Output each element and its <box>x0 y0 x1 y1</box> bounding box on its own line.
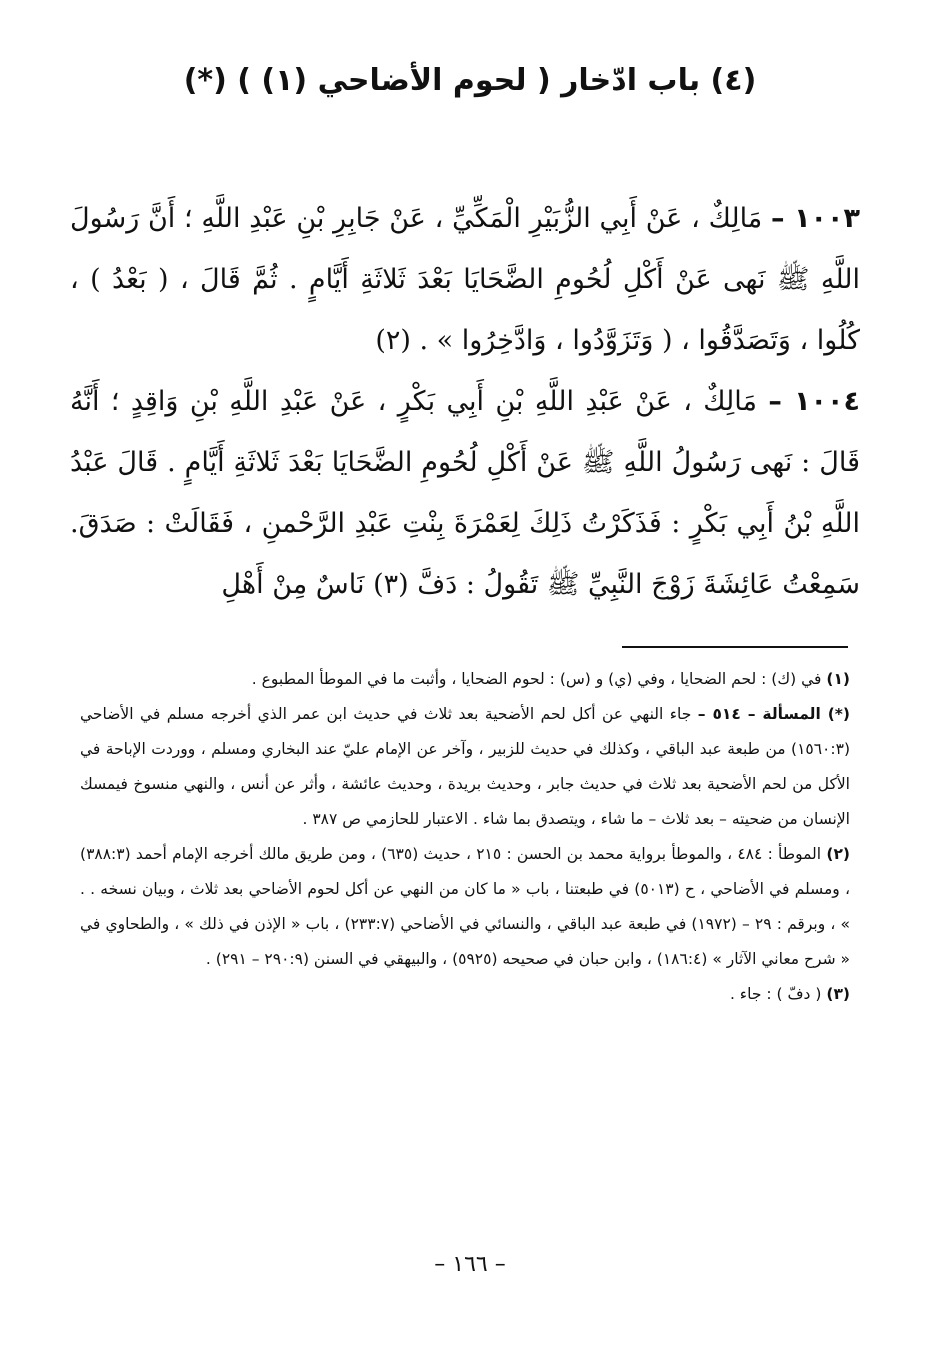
hadith-body: مَالِكٌ ، عَنْ أَبِي الزُّبَيْرِ الْمَكِّيِّ ، عَنْ جَابِرِ بْنِ عَبْدِ اللَّهِ ؛ أَنَّ رَسُولَ اللَّهِ ﷺ نَهى عَنْ أَكْلِ لُحُومِ الضَّحَايَا بَعْدَ ثَلاثَةِ أَيَّامٍ . ثُمَّ قَالَ ، ( بَعْدُ ) ، كُلُوا ، وَتَصَدَّقُوا ، ( وَتَزَوَّدُوا ، وَادَّخِرُوا » . (٢) <box>70 203 860 356</box>
footnote-label: (١) <box>826 670 850 688</box>
footnote-text: ( دفّ ) : جاء . <box>729 985 822 1003</box>
footnote-2 <box>80 837 850 977</box>
hadith-text-block <box>70 188 860 615</box>
footnote-3 <box>80 977 850 1012</box>
page-number: – ١٦٦ – <box>434 1252 506 1277</box>
footnote-label: (٣) <box>826 985 850 1003</box>
hadith-number: ١٠٠٤ – <box>768 386 860 417</box>
hadith-1004 <box>70 371 860 615</box>
hadith-number: ١٠٠٣ – <box>771 203 860 234</box>
hadith-1003 <box>70 188 860 371</box>
footnote-text: جاء النهي عن أكل لحم الأضحية بعد ثلاث في حديث ابن عمر الذي أخرجه مسلم في الأضاحي (١٥٦٠:٣) من طبعة عبد الباقي ، وكذلك في حديث للزبير ، وآخر عن الإمام عليّ عند البخاري ومسلم ، ووردت الإباحة في الأكل من لحم الأضحية بعد ثلاث في حديث جابر ، وحديث بريدة ، وحديث عائشة ، وأثر عن أنس ، والنهي منسوخ فيمسك الإنسان من ضحيته – بعد ثلاث – ما شاء ، ويتصدق بما شاء . الاعتبار للحازمي ص ٣٨٧ . <box>80 705 850 828</box>
footnote-issue <box>80 697 850 837</box>
footnote-label: (*) المسألة – ٥١٤ – <box>697 705 850 723</box>
footnote-1 <box>80 662 850 697</box>
footnotes <box>80 662 850 1012</box>
chapter-title: (٤) باب ادّخار ( لحوم الأضاحي (١) ) (*) <box>183 63 757 98</box>
footnote-separator <box>622 646 848 648</box>
footnote-text: الموطأ : ٤٨٤ ، والموطأ برواية محمد بن الحسن : ٢١٥ ، حديث (٦٣٥) ، ومن طريق مالك أخرجه الإمام أحمد (٣٨٨:٣) ، ومسلم في الأضاحي ، ح (٥٠١٣) في طبعتنا ، باب « ما كان من النهي عن أكل لحوم الأضاحي بعد ثلاث ، وبيان نسخه . . » ، وبرقم : ٢٩ – (١٩٧٢) في طبعة عبد الباقي ، والنسائي في الأضاحي (٢٣٣:٧) ، باب « الإذن في ذلك » ، والطحاوي في « شرح معاني الآثار » (١٨٦:٤) ، وابن حبان في صحيحه (٥٩٢٥) ، والبيهقي في السنن (٢٩٠:٩ – ٢٩١) . <box>80 845 850 968</box>
footnote-text: في (ك) : لحم الضحايا ، وفي (ي) و (س) : لحوم الضحايا ، وأثبت ما في الموطأ المطبوع . <box>251 670 822 688</box>
hadith-body: مَالِكٌ ، عَنْ عَبْدِ اللَّهِ بْنِ أَبِي بَكْرٍ ، عَنْ عَبْدِ اللَّهِ بْنِ وَاقِدٍ ؛ أَنَّهُ قَالَ : نَهى رَسُولُ اللَّهِ ﷺ عَنْ أَكْلِ لُحُومِ الضَّحَايَا بَعْدَ ثَلاثَةِ أَيَّامٍ . قَالَ عَبْدُ اللَّهِ بْنُ أَبِي بَكْرٍ : فَذَكَرْتُ ذَلِكَ لِعَمْرَةَ بِنْتِ عَبْدِ الرَّحْمنِ ، فَقَالَتْ : صَدَقَ. سَمِعْتُ عَائِشَةَ زَوْجَ النَّبِيِّ ﷺ تَقُولُ : دَفَّ (٣) نَاسٌ مِنْ أَهْلِ <box>70 386 860 600</box>
footnote-label: (٢) <box>826 845 850 863</box>
